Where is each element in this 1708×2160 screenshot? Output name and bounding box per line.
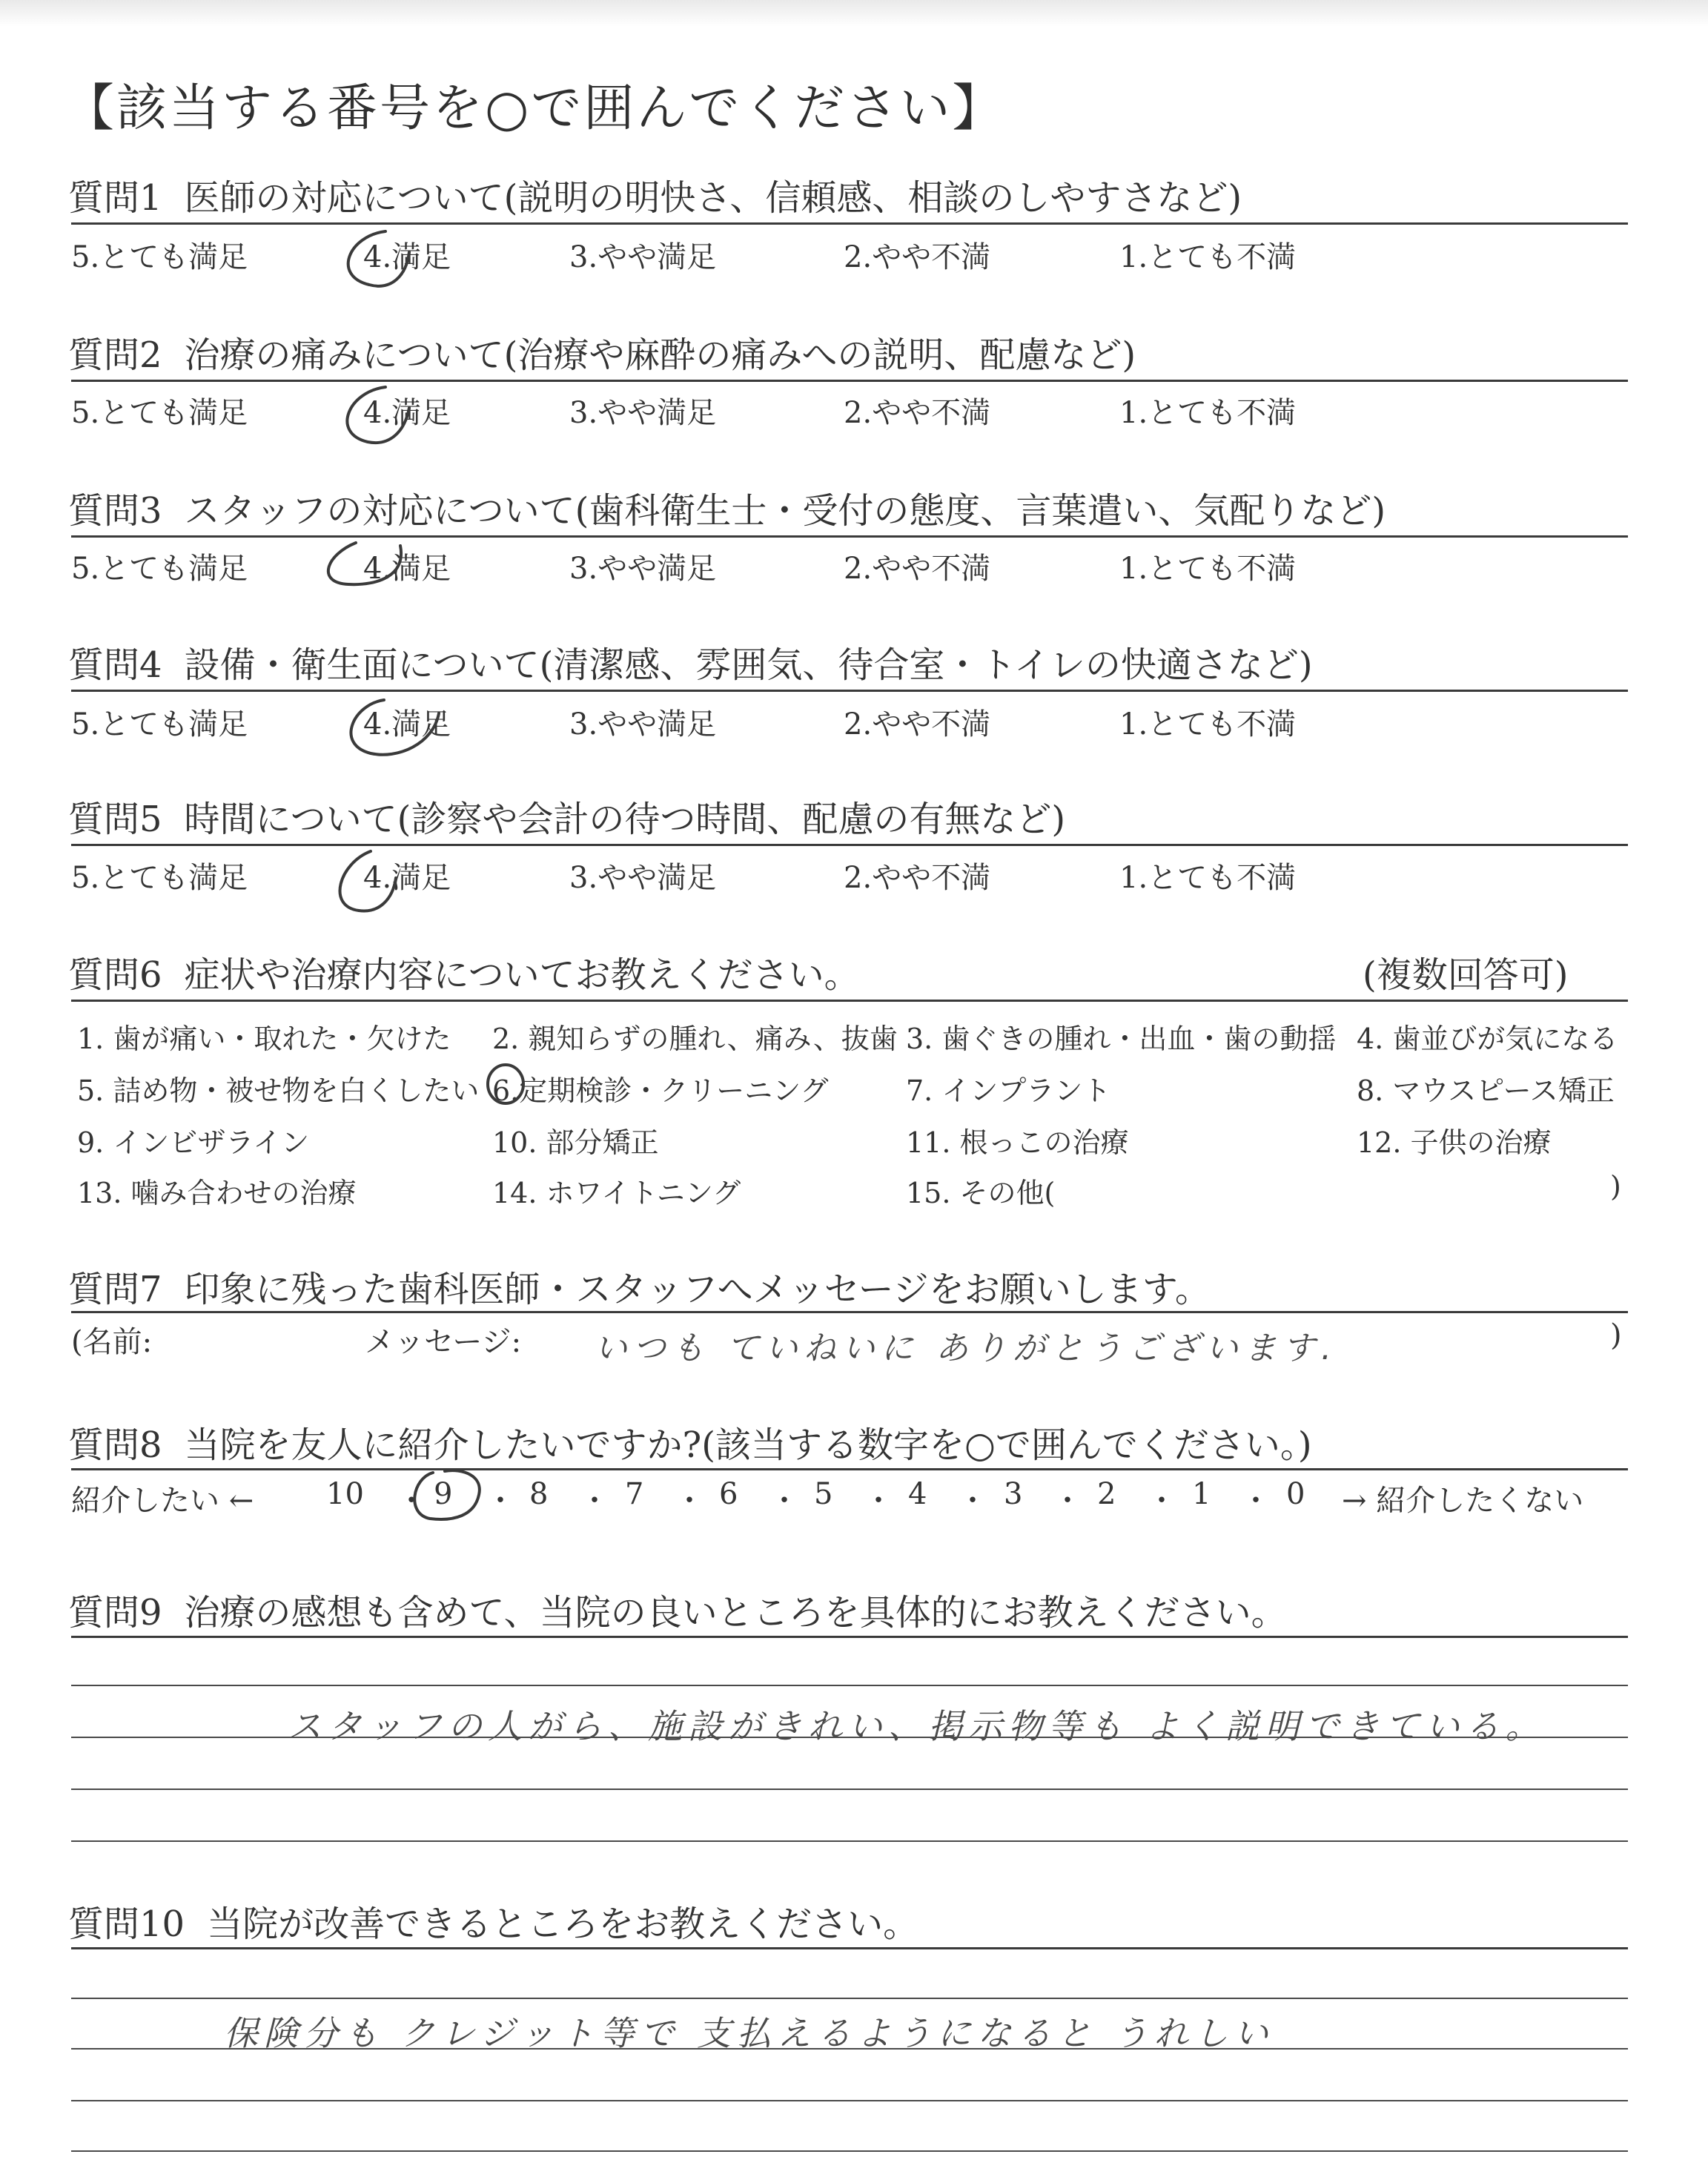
question-number: 質問6	[68, 954, 162, 996]
score-5[interactable]: 5	[814, 1477, 833, 1511]
q1-selection-circle	[348, 231, 409, 286]
q4-selection-circle	[351, 700, 439, 755]
question-number: 質問7	[68, 1269, 162, 1310]
question-text: 当院を友人に紹介したいですか?(該当する数字を○で囲んでください。)	[184, 1424, 1312, 1466]
question-number: 質問4	[68, 644, 162, 686]
score-4[interactable]: 4	[908, 1477, 927, 1511]
question-text: 印象に残った歯科医師・スタッフへメッセージをお願いします。	[184, 1269, 1211, 1310]
option-somewhat-satisfied[interactable]: 3.やや満足	[569, 707, 717, 742]
question-number: 質問9	[68, 1592, 162, 1634]
score-7[interactable]: 7	[625, 1477, 644, 1511]
option-very-satisfied[interactable]: 5.とても満足	[71, 240, 248, 274]
option-somewhat-satisfied[interactable]: 3.やや満足	[569, 861, 717, 895]
option-satisfied[interactable]: 4.満足	[363, 552, 451, 586]
question-number: 質問3	[68, 490, 162, 532]
treatment-option-11[interactable]: 11. 根っこの治療	[906, 1126, 1129, 1159]
treatment-option-9[interactable]: 9. インビザライン	[77, 1126, 310, 1159]
q2-selection-circle	[347, 387, 409, 443]
handwritten-good-points[interactable]: スタッフの人がら、施設がきれい、掲示物等も よく説明できている。	[288, 1706, 1546, 1746]
question-text: 治療の痛みについて(治療や麻酔の痛みへの説明、配慮など)	[184, 334, 1136, 376]
option-somewhat-satisfied[interactable]: 3.やや満足	[569, 240, 717, 274]
treatment-option-4[interactable]: 4. 歯並びが気になる	[1357, 1023, 1618, 1055]
question-text: 医師の対応について(説明の明快さ、信頼感、相談のしやすさなど)	[184, 177, 1242, 219]
recommend-right-label: → 紹介したくない	[1342, 1484, 1584, 1518]
scale-dot: ・	[1147, 1484, 1176, 1518]
option-very-satisfied[interactable]: 5.とても満足	[71, 861, 248, 895]
option-satisfied[interactable]: 4.満足	[363, 240, 451, 274]
option-very-dissatisfied[interactable]: 1.とても不満	[1119, 552, 1297, 586]
handwritten-improvements[interactable]: 保険分も クレジット等で 支払えるようになると うれしい	[224, 2013, 1274, 2053]
q6-selection-circle	[488, 1065, 523, 1103]
option-somewhat-dissatisfied[interactable]: 2.やや不満	[844, 552, 991, 586]
option-somewhat-dissatisfied[interactable]: 2.やや不満	[844, 240, 991, 274]
treatment-option-5[interactable]: 5. 詰め物・被せ物を白くしたい	[77, 1074, 480, 1107]
multiple-answers-note: (複数回答可)	[1363, 954, 1569, 996]
scale-dot: ・	[675, 1484, 704, 1518]
treatment-option-10[interactable]: 10. 部分矯正	[492, 1126, 659, 1159]
score-2[interactable]: 2	[1097, 1477, 1116, 1511]
q3-selection-circle	[328, 543, 401, 584]
scale-dot: ・	[486, 1484, 515, 1518]
treatment-option-1[interactable]: 1. 歯が痛い・取れた・欠けた	[77, 1023, 451, 1055]
treatment-option-15[interactable]: 15. その他(	[906, 1177, 1056, 1209]
option-somewhat-satisfied[interactable]: 3.やや満足	[569, 396, 717, 430]
handwritten-message[interactable]: いつも ていねいに ありがとうございます.	[595, 1330, 1337, 1367]
question-text: 治療の感想も含めて、当院の良いところを具体的にお教えください。	[184, 1592, 1287, 1634]
question-number: 質問8	[68, 1424, 162, 1466]
message-close-paren: )	[1610, 1318, 1622, 1353]
score-10[interactable]: 10	[326, 1477, 364, 1511]
option-somewhat-dissatisfied[interactable]: 2.やや不満	[844, 707, 991, 742]
option-somewhat-satisfied[interactable]: 3.やや満足	[569, 552, 717, 586]
option-satisfied[interactable]: 4.満足	[363, 396, 451, 430]
recommend-left-label: 紹介したい ←	[71, 1484, 254, 1518]
scale-dot: ・	[958, 1484, 987, 1518]
name-label: (名前:	[71, 1325, 153, 1359]
scale-dot: ・	[1053, 1484, 1082, 1518]
scale-dot: ・	[769, 1484, 799, 1518]
option-very-satisfied[interactable]: 5.とても満足	[71, 552, 248, 586]
treatment-option-6[interactable]: 6.定期検診・クリーニング	[492, 1074, 829, 1107]
option-satisfied[interactable]: 4.満足	[363, 861, 451, 895]
question-text: スタッフの対応について(歯科衛生士・受付の態度、言葉遣い、気配りなど)	[184, 490, 1386, 532]
option-very-dissatisfied[interactable]: 1.とても不満	[1119, 861, 1297, 895]
score-8[interactable]: 8	[529, 1477, 549, 1511]
question-text: 当院が改善できるところをお教えください。	[207, 1903, 919, 1945]
treatment-option-3[interactable]: 3. 歯ぐきの腫れ・出血・歯の動揺	[906, 1023, 1337, 1055]
other-close-paren: )	[1610, 1170, 1621, 1203]
option-very-dissatisfied[interactable]: 1.とても不満	[1119, 707, 1297, 742]
treatment-option-13[interactable]: 13. 噛み合わせの治療	[77, 1177, 357, 1209]
option-very-dissatisfied[interactable]: 1.とても不満	[1119, 396, 1297, 430]
question-number: 質問5	[68, 799, 162, 840]
option-satisfied[interactable]: 4.満足	[363, 707, 451, 742]
question-text: 時間について(診察や会計の待つ時間、配慮の有無など)	[184, 799, 1066, 840]
treatment-option-8[interactable]: 8. マウスピース矯正	[1357, 1074, 1615, 1107]
scale-dot: ・	[1241, 1484, 1271, 1518]
question-number: 質問1	[68, 177, 162, 219]
score-3[interactable]: 3	[1004, 1477, 1023, 1511]
score-0[interactable]: 0	[1286, 1477, 1305, 1511]
q5-selection-circle	[340, 851, 396, 911]
score-6[interactable]: 6	[719, 1477, 738, 1511]
treatment-option-14[interactable]: 14. ホワイトニング	[492, 1177, 741, 1209]
message-label: メッセージ:	[365, 1325, 522, 1359]
question-text: 症状や治療内容についてお教えください。	[184, 954, 860, 996]
treatment-option-2[interactable]: 2. 親知らずの腫れ、痛み、抜歯	[492, 1023, 898, 1055]
question-number: 質問2	[68, 334, 162, 376]
scale-dot: ・	[397, 1484, 426, 1518]
page-heading: 【該当する番号を○で囲んでください】	[64, 79, 1005, 138]
option-very-dissatisfied[interactable]: 1.とても不満	[1119, 240, 1297, 274]
score-9[interactable]: 9	[434, 1477, 453, 1511]
option-somewhat-dissatisfied[interactable]: 2.やや不満	[844, 861, 991, 895]
treatment-option-7[interactable]: 7. インプラント	[906, 1074, 1111, 1107]
scale-dot: ・	[864, 1484, 893, 1518]
option-somewhat-dissatisfied[interactable]: 2.やや不満	[844, 396, 991, 430]
q8-selection-circle	[414, 1470, 480, 1519]
score-1[interactable]: 1	[1192, 1477, 1211, 1511]
treatment-option-12[interactable]: 12. 子供の治療	[1357, 1126, 1552, 1159]
question-number: 質問10	[68, 1903, 185, 1945]
option-very-satisfied[interactable]: 5.とても満足	[71, 707, 248, 742]
scale-dot: ・	[580, 1484, 609, 1518]
question-text: 設備・衛生面について(清潔感、雰囲気、待合室・トイレの快適さなど)	[184, 644, 1313, 686]
option-very-satisfied[interactable]: 5.とても満足	[71, 396, 248, 430]
